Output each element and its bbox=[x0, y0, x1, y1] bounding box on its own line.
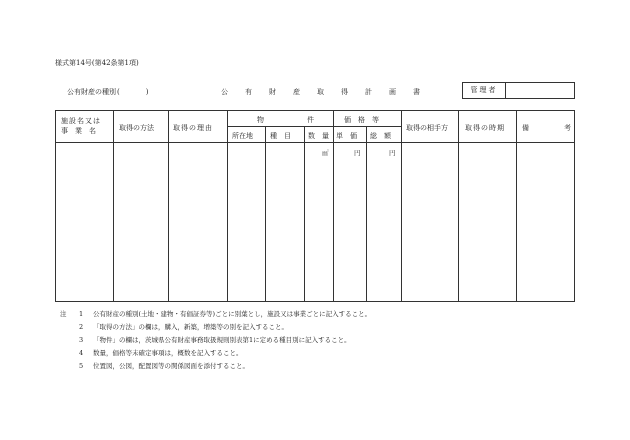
manager-value[interactable] bbox=[507, 83, 573, 98]
manager-box bbox=[462, 82, 575, 99]
note-text: 公有財産の種別(土地・建物・有価証券等)ごとに別葉とし，施設又は事業ごとに記入すること。 bbox=[93, 310, 372, 318]
col-timing: 取得の時期 bbox=[465, 124, 505, 132]
title-char: 有 bbox=[245, 88, 252, 96]
unit-area: ㎡ bbox=[322, 149, 329, 157]
note-item bbox=[60, 308, 371, 321]
title-char: 得 bbox=[341, 88, 348, 96]
acquisition-plan-table bbox=[55, 110, 575, 302]
note-item bbox=[60, 334, 371, 347]
title-char: 書 bbox=[413, 88, 420, 96]
unit-yen-total: 円 bbox=[389, 149, 396, 157]
title-char: 財 bbox=[269, 88, 276, 96]
group-item-left: 物 bbox=[257, 116, 264, 124]
document-title bbox=[221, 87, 423, 97]
notes-section bbox=[60, 308, 371, 373]
note-number: 3 bbox=[79, 336, 84, 344]
note-number: 4 bbox=[79, 349, 84, 357]
col-category: 種 目 bbox=[270, 132, 291, 140]
col-remarks-left: 備 bbox=[522, 124, 529, 132]
col-reason: 取得の理由 bbox=[173, 124, 213, 132]
note-text: 「取得の方法」の欄は，購入，新築，増築等の別を記入すること。 bbox=[93, 323, 288, 331]
col-counterparty: 取得の相手方 bbox=[406, 124, 448, 132]
property-type-label: 公有財産の種別 bbox=[67, 88, 116, 96]
property-type-paren-open: ( bbox=[117, 88, 120, 96]
col-quantity: 数 量 bbox=[308, 132, 329, 140]
table-hline bbox=[227, 126, 401, 127]
title-char: 公 bbox=[221, 88, 228, 96]
note-text: 位置図，公図，配置図等の関係図面を添付すること。 bbox=[93, 362, 249, 370]
group-item-right: 件 bbox=[307, 116, 314, 124]
form-number: 様式第14号(第42条第1項) bbox=[55, 59, 139, 67]
note-item bbox=[60, 347, 371, 360]
title-char: 取 bbox=[317, 88, 324, 96]
title-char: 産 bbox=[293, 88, 300, 96]
note-item bbox=[60, 360, 371, 373]
property-type-paren-close: ) bbox=[145, 88, 149, 96]
note-item bbox=[60, 321, 371, 334]
title-char: 計 bbox=[365, 88, 372, 96]
note-text: 「物件」の欄は，茨城県公有財産事務取扱規則別表第1に定める種目別に記入すること。 bbox=[93, 336, 351, 344]
col-unit-price: 単 価 bbox=[336, 132, 357, 140]
col-facility-line1: 施設名又は bbox=[61, 117, 101, 125]
col-total: 総 額 bbox=[370, 132, 391, 140]
col-remarks-right: 考 bbox=[564, 124, 571, 132]
note-number: 2 bbox=[79, 323, 84, 331]
property-type-field bbox=[67, 87, 148, 97]
col-facility-line2: 事 業 名 bbox=[61, 127, 96, 135]
col-location: 所在地 bbox=[232, 132, 253, 140]
col-method: 取得の方法 bbox=[119, 124, 154, 132]
manager-label: 管理者 bbox=[463, 83, 506, 98]
group-price: 価 格 等 bbox=[344, 116, 379, 124]
notes-prefix: 注 bbox=[60, 310, 67, 318]
note-number: 5 bbox=[79, 362, 84, 370]
title-char: 画 bbox=[389, 88, 396, 96]
unit-yen-unit-price: 円 bbox=[354, 149, 361, 157]
note-number: 1 bbox=[79, 310, 84, 318]
table-body-area[interactable] bbox=[56, 143, 574, 301]
note-text: 数量，価格等未確定事項は，概数を記入すること。 bbox=[93, 349, 243, 357]
